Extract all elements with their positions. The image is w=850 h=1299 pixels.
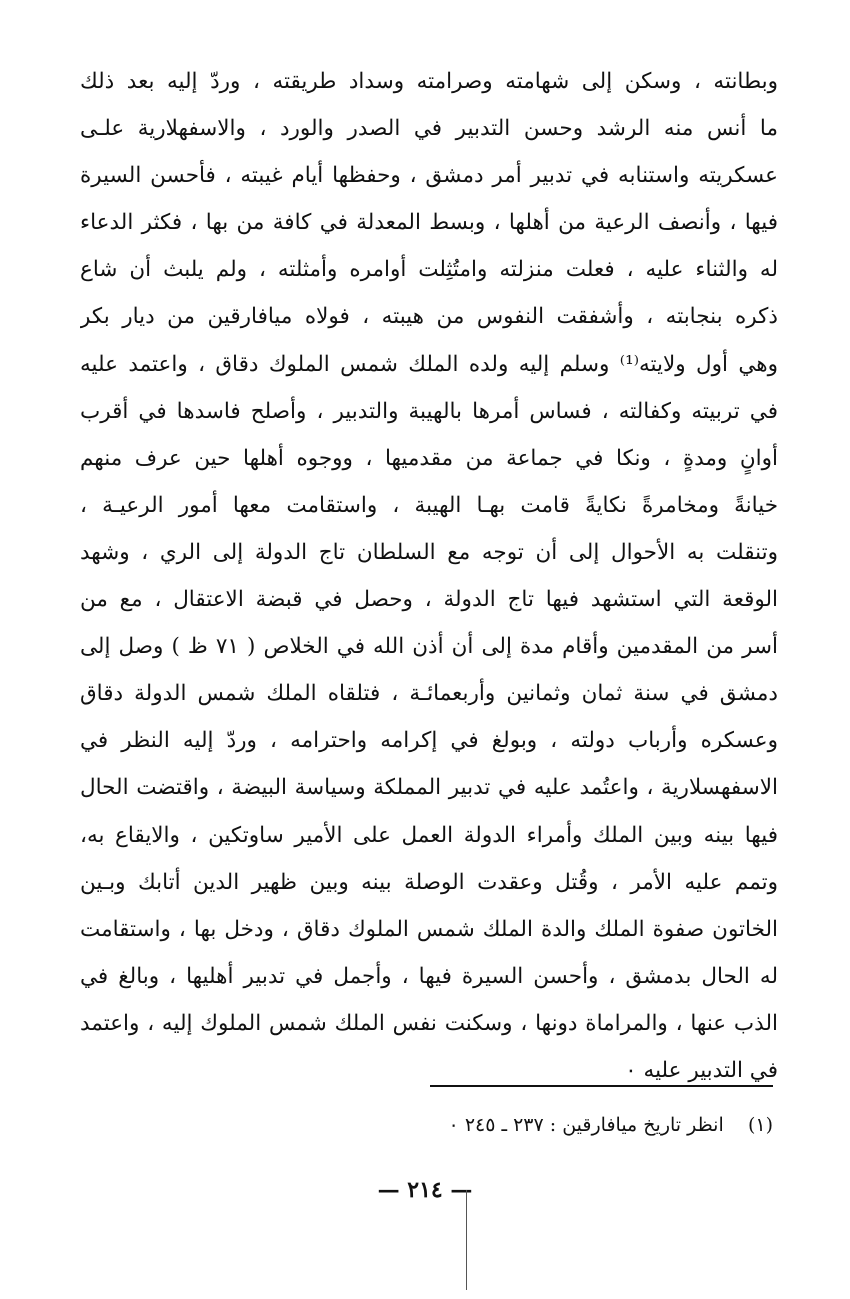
text-line: في تربيته وكفالته ، فساس أمرها بالهيبة والتدبير ، وأصلح فاسدها في أقرب xyxy=(80,398,778,424)
main-text xyxy=(80,58,778,1094)
text-line: ما أنس منه الرشد وحسن التدبير في الصدر والورد ، والاسفهلارية علـى xyxy=(80,116,778,142)
text-line: الخاتون صفوة الملك والدة الملك شمس الملوك دقاق ، ودخل بها ، واستقامت xyxy=(80,916,778,942)
text-line: له الحال بدمشق ، وأحسن السيرة فيها ، وأجمل في تدبير أهليها ، وبالغ في xyxy=(80,963,778,989)
text-line: فيها بينه وبين الملك وأمراء الدولة العمل على الأمير ساوتكين ، والايقاع به، xyxy=(80,822,778,848)
text-line: عسكريته واستنابه في تدبير أمر دمشق ، وحفظها أيام غيبته ، فأحسن السيرة xyxy=(80,163,778,189)
text-line: الاسفهسلارية ، واعتُمد عليه في تدبير المملكة وسياسة البيضة ، واقتضت الحال xyxy=(80,775,778,801)
text-line: الوقعة التي استشهد فيها تاج الدولة ، وحصل في قبضة الاعتقال ، مع من xyxy=(80,587,778,613)
text-line: ذكره بنجابته ، وأشفقت النفوس من هيبته ، فولاه ميافارقين من ديار بكر xyxy=(80,304,778,330)
footnote xyxy=(449,1110,773,1140)
book-gutter-line xyxy=(466,1190,467,1290)
text-line: وتمم عليه الأمر ، وقُتل وعقدت الوصلة بينه وبين ظهير الدين أتابك وبـين xyxy=(80,869,778,895)
text-line: وتنقلت به الأحوال إلى أن توجه مع السلطان تاج الدولة إلى الري ، وشهد xyxy=(80,539,778,565)
footnote-text: انظر تاريخ ميافارقين : ٢٣٧ ـ ٢٤٥ ٠ xyxy=(448,1114,724,1136)
text-line: وهي أول ولايته⁽¹⁾ وسلم إليه ولده الملك شمس الملوك دقاق ، واعتمد عليه xyxy=(80,351,778,377)
text-line: له والثناء عليه ، فعلت منزلته وامتُثِلت أوامره وأمثلته ، ولم يلبث أن شاع xyxy=(80,257,778,283)
text-line: أسر من المقدمين وأقام مدة إلى أن أذن الله في الخلاص ( ٧١ ظ ) وصل إلى xyxy=(80,634,778,660)
text-line: وعسكره وأرباب دولته ، وبولغ في إكرامه واحترامه ، وردّ إليه النظر في xyxy=(80,728,778,754)
footnote-separator xyxy=(430,1085,773,1087)
text-line: الذب عنها ، والمراماة دونها ، وسكنت نفس الملك شمس الملوك إليه ، واعتمد xyxy=(80,1010,778,1036)
text-line: وبطانته ، وسكن إلى شهامته وصرامته وسداد طريقته ، وردّ إليه بعد ذلك xyxy=(80,69,778,94)
text-line: أوانٍ ومدةٍ ، ونكا في جماعة من مقدميها ، ووجوه أهلها حين عرف منهم xyxy=(80,445,778,471)
text-line: دمشق في سنة ثمان وثمانين وأربعمائـة ، فتلقاه الملك شمس الدولة دقاق xyxy=(80,681,778,707)
text-line: فيها ، وأنصف الرعية من أهلها ، وبسط المعدلة في كافة من بها ، فكثر الدعاء xyxy=(80,210,778,236)
text-line-last: في التدبير عليه ٠ xyxy=(625,1057,778,1083)
page-number: — ٢١٤ — xyxy=(377,1177,473,1203)
text-line: خيانةً ومخامرةً نكايةً قامت بهـا الهيبة ، واستقامت معها أمور الرعيـة ، xyxy=(80,492,778,518)
footnote-marker: (١) xyxy=(747,1114,773,1136)
